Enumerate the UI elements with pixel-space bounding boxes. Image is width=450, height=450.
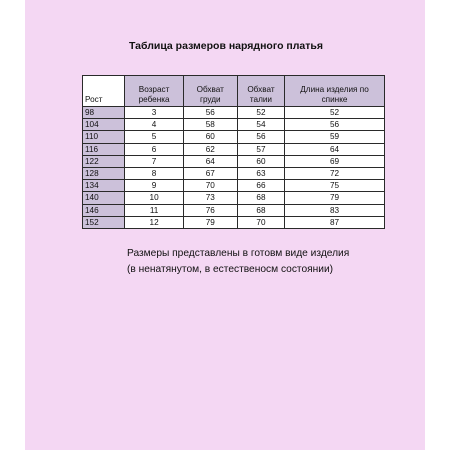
cell-chest: 64	[183, 155, 237, 167]
cell-chest: 70	[183, 180, 237, 192]
cell-waist: 57	[237, 143, 284, 155]
header-height: Рост	[83, 76, 125, 107]
cell-length: 69	[285, 155, 385, 167]
table-header-row	[83, 76, 385, 107]
header-length: Длина изделия по спинке	[285, 76, 385, 107]
header-age: Возраст ребенка	[125, 76, 183, 107]
cell-waist: 52	[237, 107, 284, 119]
note-line-2: (в ненатянутом, в естественосм состоянии)	[127, 264, 334, 275]
note-line-1: Размеры представлены в готовм виде изделия	[127, 248, 350, 259]
cell-length: 59	[285, 131, 385, 143]
cell-age: 3	[125, 107, 183, 119]
table-row	[83, 107, 385, 119]
cell-waist: 68	[237, 204, 284, 216]
table-row	[83, 155, 385, 167]
cell-waist: 68	[237, 192, 284, 204]
cell-chest: 58	[183, 119, 237, 131]
cell-age: 8	[125, 167, 183, 179]
cell-chest: 56	[183, 107, 237, 119]
table-row	[83, 143, 385, 155]
cell-length: 72	[285, 167, 385, 179]
cell-waist: 63	[237, 167, 284, 179]
table-row	[83, 204, 385, 216]
cell-age: 4	[125, 119, 183, 131]
cell-waist: 66	[237, 180, 284, 192]
cell-age: 12	[125, 216, 183, 228]
cell-length: 79	[285, 192, 385, 204]
table-row	[83, 180, 385, 192]
cell-age: 6	[125, 143, 183, 155]
table-row	[83, 131, 385, 143]
cell-height: 98	[83, 107, 125, 119]
table-row	[83, 167, 385, 179]
table-row	[83, 119, 385, 131]
cell-length: 52	[285, 107, 385, 119]
cell-chest: 73	[183, 192, 237, 204]
cell-length: 75	[285, 180, 385, 192]
cell-waist: 56	[237, 131, 284, 143]
cell-height: 128	[83, 167, 125, 179]
cell-waist: 60	[237, 155, 284, 167]
cell-height: 152	[83, 216, 125, 228]
table-body	[83, 107, 385, 229]
size-note	[127, 246, 349, 278]
cell-chest: 79	[183, 216, 237, 228]
cell-age: 10	[125, 192, 183, 204]
document-page	[25, 0, 425, 450]
cell-height: 116	[83, 143, 125, 155]
table-row	[83, 192, 385, 204]
cell-height: 110	[83, 131, 125, 143]
header-waist: Обхват талии	[237, 76, 284, 107]
cell-chest: 67	[183, 167, 237, 179]
table-row	[83, 216, 385, 228]
cell-age: 5	[125, 131, 183, 143]
cell-length: 64	[285, 143, 385, 155]
page-title: Таблица размеров нарядного платья	[129, 40, 323, 52]
cell-chest: 60	[183, 131, 237, 143]
cell-height: 134	[83, 180, 125, 192]
cell-length: 56	[285, 119, 385, 131]
cell-length: 87	[285, 216, 385, 228]
cell-chest: 76	[183, 204, 237, 216]
cell-height: 104	[83, 119, 125, 131]
cell-age: 9	[125, 180, 183, 192]
size-table	[82, 75, 385, 229]
header-chest: Обхват груди	[183, 76, 237, 107]
cell-waist: 70	[237, 216, 284, 228]
cell-age: 11	[125, 204, 183, 216]
cell-height: 140	[83, 192, 125, 204]
cell-age: 7	[125, 155, 183, 167]
cell-length: 83	[285, 204, 385, 216]
cell-waist: 54	[237, 119, 284, 131]
cell-height: 146	[83, 204, 125, 216]
cell-chest: 62	[183, 143, 237, 155]
cell-height: 122	[83, 155, 125, 167]
